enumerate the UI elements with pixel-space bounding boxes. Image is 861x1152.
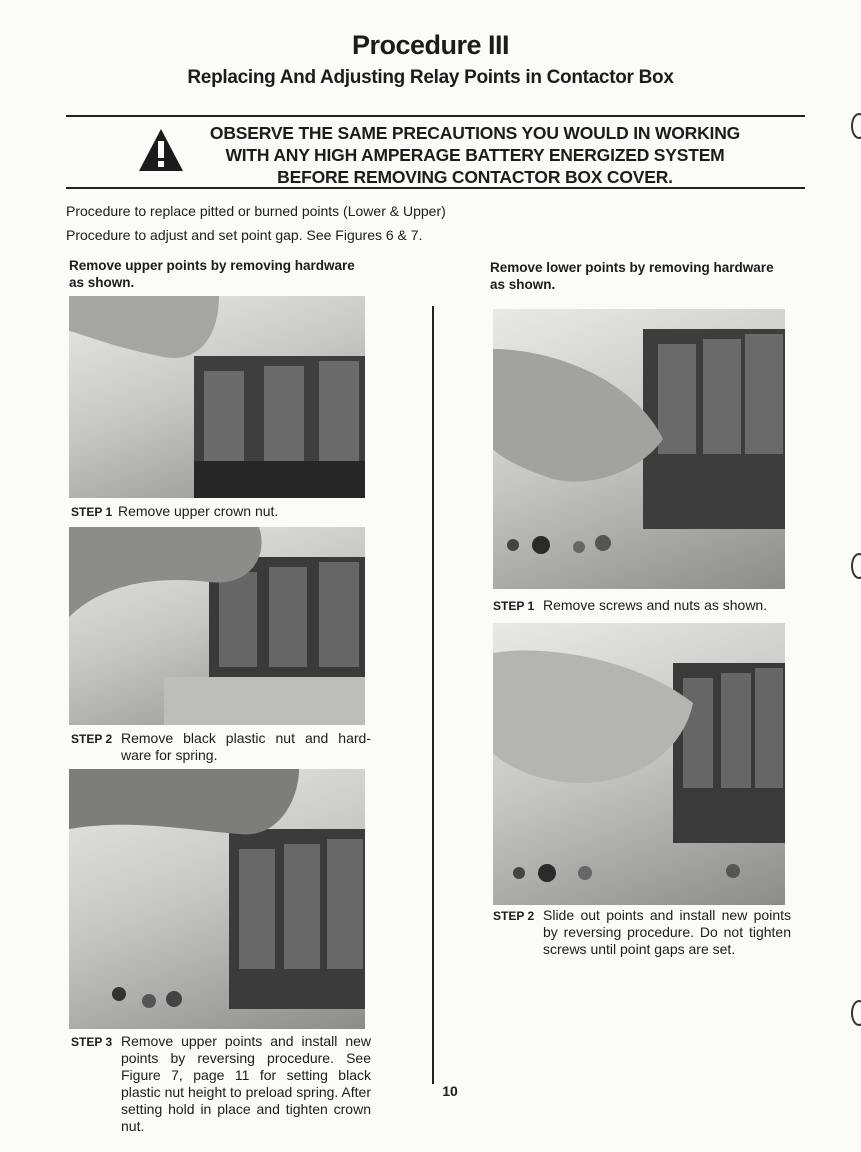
left-heading: Remove upper points by removing hardware as shown. — [69, 258, 355, 290]
step-label: STEP 1 — [493, 599, 535, 613]
step-text: Slide out points and install new points by reversing procedure. Do not tighten screws until point gaps are set. — [543, 907, 791, 957]
step-text: Remove upper points and install new points by reversing procedure. See Figure 7, page 11 for setting black plastic nut height to preload spring. After setting hold in place and tighten crown nut. — [121, 1033, 371, 1134]
photo-left-step2 — [69, 527, 365, 725]
page-number: 10 — [442, 1083, 458, 1099]
warning-line: BEFORE REMOVING CONTACTOR BOX COVER. — [277, 167, 673, 187]
bottom-rule — [66, 187, 805, 189]
step-text: Remove screws and nuts as shown. — [543, 597, 768, 613]
warning-triangle-icon — [137, 127, 185, 173]
column-divider — [432, 306, 434, 1084]
binder-hole-icon — [851, 553, 861, 579]
photo-left-step3 — [69, 769, 365, 1029]
right-step-1 — [493, 597, 793, 614]
left-step-3 — [71, 1033, 371, 1135]
intro-line: Procedure to adjust and set point gap. See Figures 6 & 7. — [66, 227, 423, 243]
page-title: Procedure III — [351, 30, 510, 60]
page-subtitle: Replacing And Adjusting Relay Points in Contactor Box — [187, 67, 674, 88]
step-label: STEP 1 — [71, 505, 113, 519]
right-step-2 — [493, 907, 791, 958]
binder-hole-icon — [851, 113, 861, 139]
step-text: Remove upper crown nut. — [118, 503, 279, 519]
photo-left-step1 — [69, 296, 365, 498]
step-label: STEP 3 — [71, 1035, 113, 1049]
intro-line: Procedure to replace pitted or burned points (Lower & Upper) — [66, 203, 446, 219]
photo-right-step1 — [493, 309, 785, 589]
warning-text — [200, 122, 750, 188]
left-step-2 — [71, 730, 371, 764]
photo-right-step2 — [493, 623, 785, 905]
step-text: Remove black plastic nut and hard- ware for spring. — [121, 730, 371, 763]
warning-line: OBSERVE THE SAME PRECAUTIONS YOU WOULD IN WORKING — [209, 123, 741, 143]
step-label: STEP 2 — [71, 732, 113, 746]
step-label: STEP 2 — [493, 909, 535, 923]
right-heading: Remove lower points by removing hardware as shown. — [490, 260, 774, 292]
left-step-1 — [71, 503, 371, 520]
binder-hole-icon — [851, 1000, 861, 1026]
top-rule — [66, 115, 805, 117]
warning-line: WITH ANY HIGH AMPERAGE BATTERY ENERGIZED SYSTEM — [225, 145, 725, 165]
